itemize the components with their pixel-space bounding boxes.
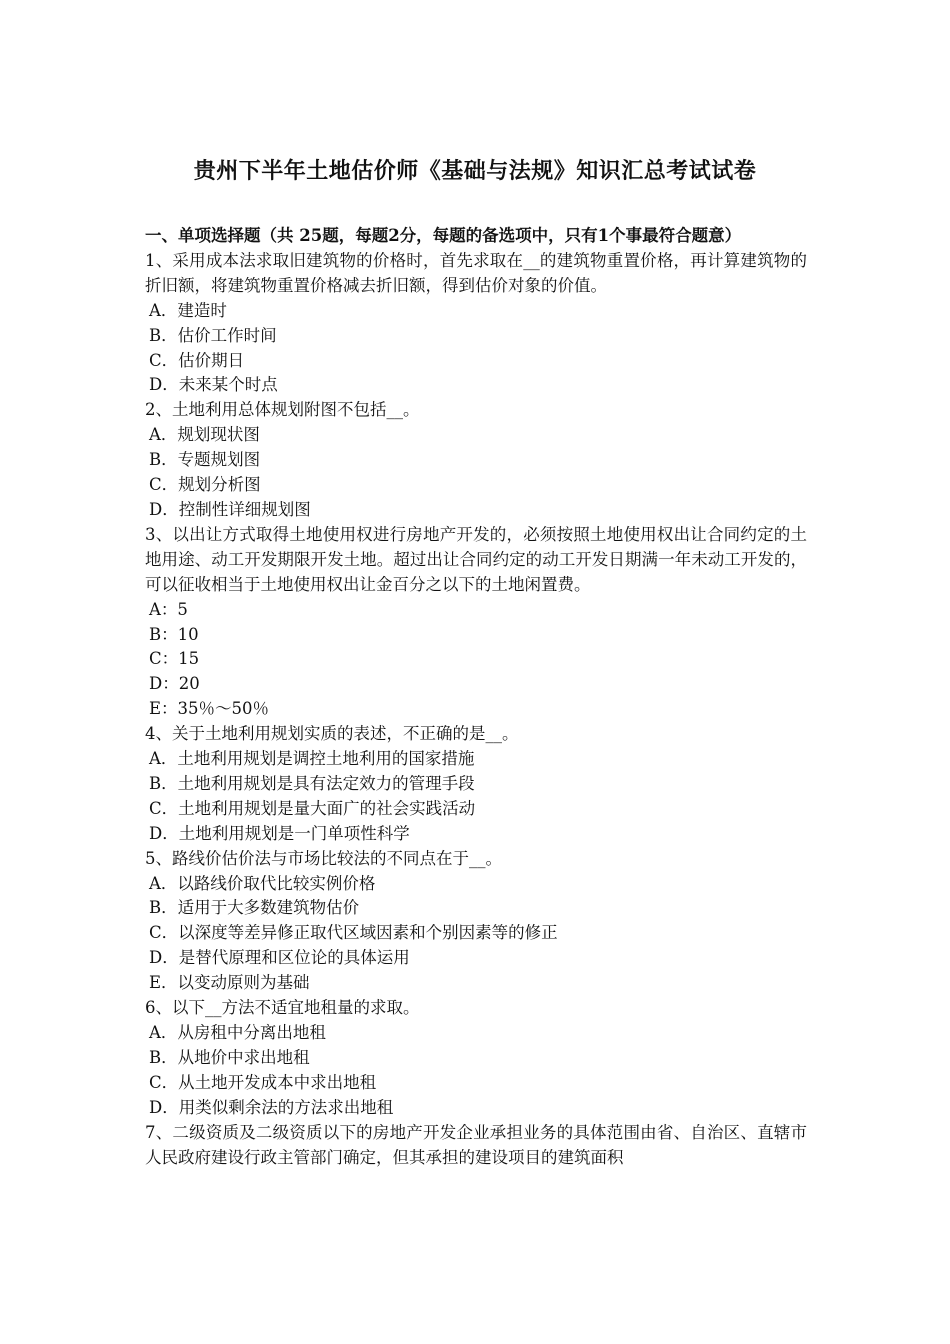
question-stem: 2、土地利用总体规划附图不包括__。 — [145, 400, 420, 420]
question-5 — [145, 847, 807, 996]
option-c: C．估价期日 — [149, 350, 245, 370]
option-b: B．估价工作时间 — [149, 325, 277, 345]
option-c: C．规划分析图 — [149, 475, 261, 495]
option-d: D：20 — [149, 674, 200, 694]
question-6 — [145, 996, 807, 1121]
option-b: B．适用于大多数建筑物估价 — [149, 898, 360, 918]
option-a: A．以路线价取代比较实例价格 — [149, 873, 376, 893]
option-d: D．控制性详细规划图 — [149, 499, 311, 519]
question-stem: 3、以出让方式取得土地使用权进行房地产开发的，必须按照土地使用权出让合同约定的土地用途、动工开发期限开发土地。超过出让合同约定的动工开发日期满一年未动工开发的，可以征收相当于土地使用权出让金百分之以下的土地闲置费。 — [145, 524, 807, 594]
option-b: B．从地价中求出地租 — [149, 1047, 310, 1067]
option-a: A．规划现状图 — [149, 425, 260, 445]
option-d: D．土地利用规划是一门单项性科学 — [149, 823, 410, 843]
question-stem: 6、以下__方法不适宜地租量的求取。 — [145, 998, 420, 1018]
option-e: E：35％～50％ — [149, 699, 270, 719]
option-d: D．用类似剩余法的方法求出地租 — [149, 1097, 394, 1117]
option-c: C．以深度等差异修正取代区域因素和个别因素等的修正 — [149, 923, 558, 943]
option-a: A．土地利用规划是调控土地利用的国家措施 — [149, 749, 475, 769]
document-title: 贵州下半年土地估价师《基础与法规》知识汇总考试试卷 — [193, 158, 757, 184]
option-a: A．从房租中分离出地租 — [149, 1023, 326, 1042]
question-4 — [145, 722, 807, 847]
question-stem: 1、采用成本法求取旧建筑物的价格时，首先求取在__的建筑物重置价格，再计算建筑物的折旧额，将建筑物重置价格减去折旧额，得到估价对象的价值。 — [145, 250, 807, 295]
document-body — [145, 224, 807, 1170]
option-d: D．是替代原理和区位论的具体运用 — [149, 948, 410, 968]
question-1 — [145, 249, 807, 398]
option-a: A．建造时 — [149, 300, 227, 320]
question-stem: 4、关于土地利用规划实质的表述，不正确的是__。 — [145, 724, 519, 744]
option-c: C．从土地开发成本中求出地租 — [149, 1072, 377, 1092]
option-c: C．土地利用规划是量大面广的社会实践活动 — [149, 798, 476, 818]
question-stem: 7、二级资质及二级资质以下的房地产开发企业承担业务的具体范围由省、自治区、直辖市人民政府建设行政主管部门确定，但其承担的建设项目的建筑面积 — [145, 1122, 807, 1167]
option-b: B．土地利用规划是具有法定效力的管理手段 — [149, 773, 475, 793]
option-d: D．未来某个时点 — [149, 375, 278, 395]
question-stem: 5、路线价估价法与市场比较法的不同点在于__。 — [145, 848, 502, 868]
option-a: A：5 — [149, 599, 188, 619]
question-3 — [145, 523, 807, 722]
section-heading: 一、单项选择题（共 25题，每题2分，每题的备选项中，只有1个事最符合题意） — [145, 226, 742, 245]
option-b: B：10 — [149, 624, 199, 644]
option-e: E．以变动原则为基础 — [149, 973, 310, 993]
question-7 — [145, 1121, 807, 1171]
option-c: C：15 — [149, 649, 200, 669]
option-b: B．专题规划图 — [149, 450, 261, 470]
question-2 — [145, 398, 807, 523]
